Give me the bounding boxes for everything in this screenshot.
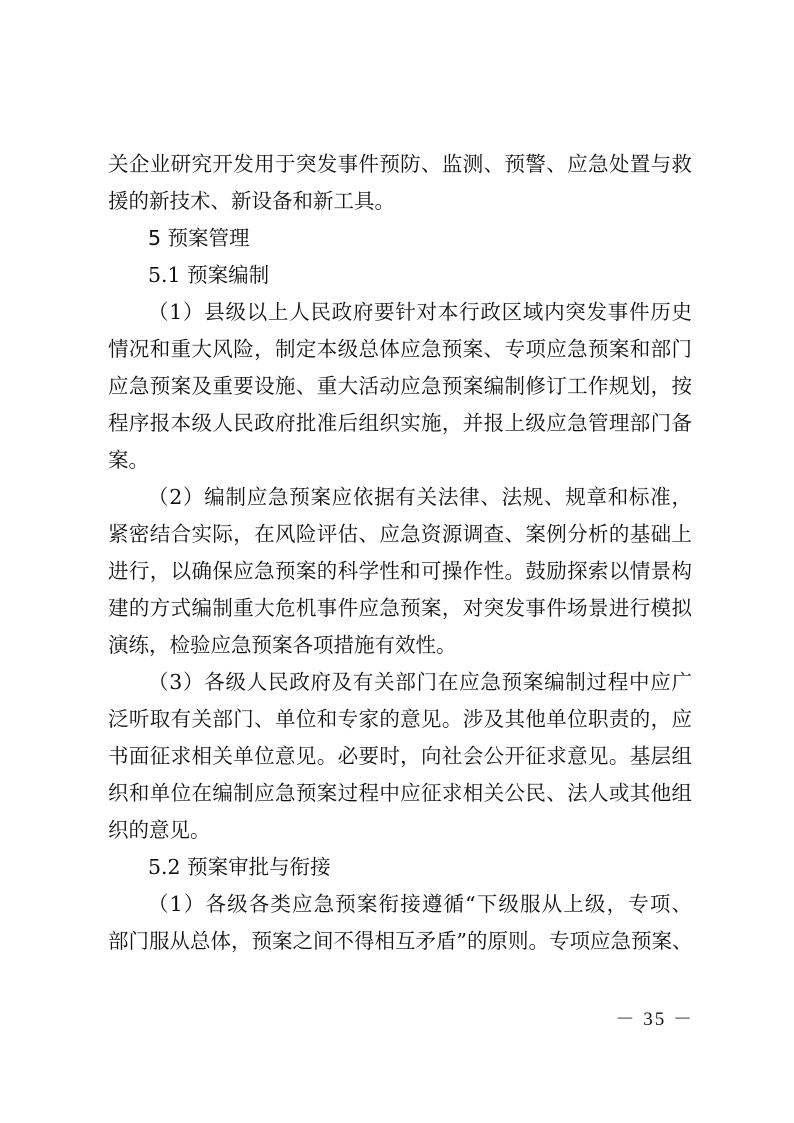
paragraph-line: 演练，检验应急预案各项措施有效性。 — [108, 633, 457, 657]
subsection-heading: 5.1 预案编制 — [148, 263, 270, 287]
paragraph-line: （1）各级各类应急预案衔接遵循“下级服从上级，专项、 — [148, 892, 692, 916]
paragraph-line: 泛听取有关部门、单位和专家的意见。涉及其他单位职责的，应 — [108, 707, 692, 731]
page-number-footer — [0, 1004, 794, 1031]
paragraph-line: （3）各级人民政府及有关部门在应急预案编制过程中应广 — [148, 670, 692, 694]
paragraph-line: 建的方式编制重大危机事件应急预案，对突发事件场景进行模拟 — [108, 596, 692, 620]
body-text — [108, 146, 692, 960]
paragraph-line: 援的新技术、新设备和新工具。 — [108, 189, 395, 213]
paragraph-line: 情况和重大风险，制定本级总体应急预案、专项应急预案和部门 — [108, 337, 692, 361]
paragraph-line: 程序报本级人民政府批准后组织实施，并报上级应急管理部门备 — [108, 411, 692, 435]
paragraph-line: 紧密结合实际，在风险评估、应急资源调查、案例分析的基础上 — [108, 522, 692, 546]
section-heading: 5 预案管理 — [148, 226, 250, 250]
paragraph-line: （1）县级以上人民政府要针对本行政区域内突发事件历史 — [148, 300, 692, 324]
paragraph-line: 关企业研究开发用于突发事件预防、监测、预警、应急处置与救 — [108, 152, 692, 176]
paragraph-line: 织的意见。 — [108, 818, 211, 842]
paragraph-line: 部门服从总体，预案之间不得相互矛盾”的原则。专项应急预案、 — [108, 929, 692, 953]
subsection-heading: 5.2 预案审批与衔接 — [148, 855, 331, 879]
paragraph-line: 织和单位在编制应急预案过程中应征求相关公民、法人或其他组 — [108, 781, 692, 805]
page-number: － 35 － — [615, 1009, 694, 1030]
paragraph-line: 应急预案及重要设施、重大活动应急预案编制修订工作规划，按 — [108, 374, 692, 398]
paragraph-line: 书面征求相关单位意见。必要时，向社会公开征求意见。基层组 — [108, 744, 692, 768]
paragraph-line: （2）编制应急预案应依据有关法律、法规、规章和标准， — [148, 485, 692, 509]
paragraph-line: 案。 — [108, 448, 149, 472]
paragraph-line: 进行，以确保应急预案的科学性和可操作性。鼓励探索以情景构 — [108, 559, 692, 583]
